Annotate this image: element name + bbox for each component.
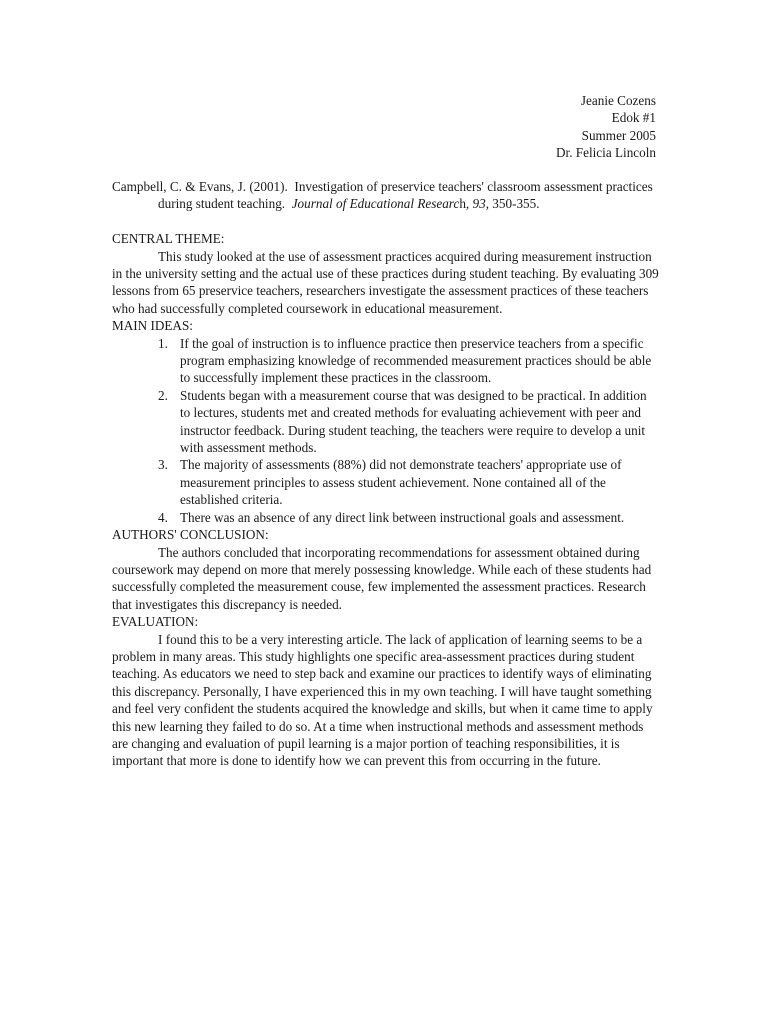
conclusion-section (112, 526, 660, 613)
document-body (112, 178, 660, 770)
instructor-name: Dr. Felicia Lincoln (556, 145, 656, 161)
main-ideas-section (112, 317, 660, 526)
citation-title: Investigation of preservice teachers' classroom assessment practices during student teaching. (158, 179, 653, 212)
citation-journal-tail: h, (459, 196, 470, 212)
citation (112, 178, 660, 213)
conclusion-text: The authors concluded that incorporating recommendations for assessment obtained during coursework may depend on more that merely possessing knowledge. While each of these students had successfully completed the measurement couse, few implemented the assessment practices. Research that investigates this discrepancy is needed. (112, 544, 652, 612)
citation-pages: , 350-355. (485, 196, 540, 212)
main-ideas-heading: MAIN IDEAS: (112, 318, 193, 334)
list-item (112, 456, 660, 508)
assignment-label: Edok #1 (611, 110, 656, 126)
central-theme-text: This study looked at the use of assessment practices acquired during measurement instruction in the university setting and the actual use of these practices during student teaching. By evaluating 309 lessons from 65 preservice teachers, researchers investigate the assessment practices of these teachers who had successfully completed coursework in educational measurement. (112, 248, 659, 316)
list-item-number: 4. (158, 509, 168, 525)
central-theme-section (112, 230, 660, 317)
list-item-number: 1. (158, 335, 168, 351)
evaluation-heading: EVALUATION: (112, 614, 199, 630)
term-label: Summer 2005 (581, 127, 656, 143)
conclusion-heading: AUTHORS' CONCLUSION: (112, 527, 269, 543)
citation-volume: 93 (472, 196, 486, 212)
evaluation-text: I found this to be a very interesting article. The lack of application of learning seems to be a problem in many areas. This study highlights one specific area-assessment practices during student teaching. As educators we need to step back and examine our practices to identify ways of eliminating this discrepancy. Personally, I have experienced this in my own teaching. I will have taught something and feel very confident the students acquired the knowledge and skills, but when it came time to apply this new learning they failed to do so. At a time when instructional methods and assessment methods are changing and evaluation of pupil learning is a major portion of teaching responsibilities, it is important that more is done to identify how we can prevent this from occurring in the future. (112, 631, 653, 769)
list-item (112, 387, 660, 457)
list-item-text: The majority of assessments (88%) did not demonstrate teachers' appropriate use of measurement principles to assess student achievement. None contained all of the established criteria. (180, 457, 622, 508)
author-name: Jeanie Cozens (580, 93, 656, 108)
header-block (556, 92, 656, 162)
list-item (112, 335, 660, 387)
citation-authors: Campbell, C. & Evans, J. (2001). (112, 179, 288, 194)
list-item-text: If the goal of instruction is to influence practice then preservice teachers from a specific program emphasizing knowledge of recommended measurement practices should be able to successfully implement these practices in the classroom. (180, 335, 652, 386)
main-ideas-list (112, 335, 660, 526)
citation-journal: Journal of Educational Researc (291, 196, 460, 212)
central-theme-heading: CENTRAL THEME: (112, 231, 225, 247)
list-item-number: 3. (158, 457, 168, 473)
list-item-text: Students began with a measurement course that was designed to be practical. In addition to lectures, students met and created methods for evaluating achievement with peer and instructor feedback. During student teaching, the teachers were require to develop a unit with assessment methods. (180, 387, 647, 456)
list-item-text: There was an absence of any direct link between instructional goals and assessment. (180, 509, 625, 525)
list-item-number: 2. (158, 387, 168, 403)
evaluation-section (112, 613, 660, 770)
list-item (112, 509, 660, 526)
